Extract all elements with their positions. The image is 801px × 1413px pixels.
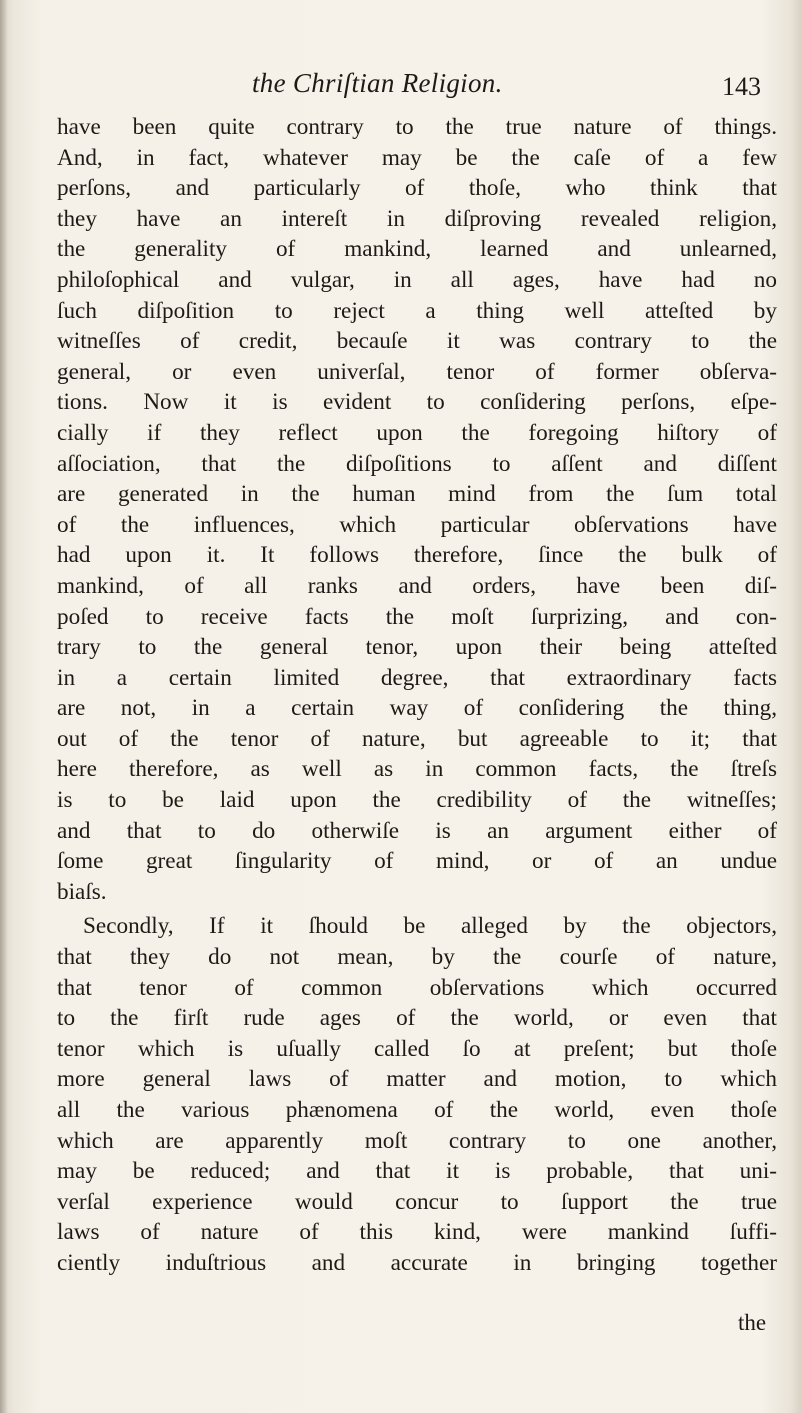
text-line: philoſophical and vulgar, in all ages, have had no xyxy=(57,266,777,293)
text-line: tions. Now it is evident to conſidering perſons, eſpe- xyxy=(57,389,777,416)
text-line: verſal experience would concur to ſupport the true xyxy=(57,1188,777,1215)
text-line: all the various phænomena of the world, even thoſe xyxy=(57,1097,777,1123)
text-line: biaſs. xyxy=(57,878,107,905)
binding-shadow xyxy=(0,0,8,1413)
text-line: and that to do otherwiſe is an argument either of xyxy=(57,817,777,844)
text-line: out of the tenor of nature, but agreeable to it; that xyxy=(57,725,777,752)
text-line: trary to the general tenor, upon their being atteſted xyxy=(57,634,777,661)
text-line: poſed to receive facts the moſt ſurprizing, and con- xyxy=(57,603,777,630)
text-line: And, in fact, whatever may be the caſe of a few xyxy=(57,144,777,171)
page-number: 143 xyxy=(722,72,761,101)
running-head: the Chriſtian Religion. xyxy=(252,68,503,98)
text-line: laws of nature of this kind, were mankind ſuffi- xyxy=(57,1219,777,1246)
text-line: that they do not mean, by the courſe of nature, xyxy=(57,944,777,971)
text-line: are generated in the human mind from the ſum total xyxy=(57,481,777,508)
text-line: which are apparently moſt contrary to one another, xyxy=(57,1127,777,1154)
text-line: ciently induſtrious and accurate in bringing together xyxy=(57,1249,777,1276)
text-line: that tenor of common obſervations which occurred xyxy=(57,974,777,1001)
text-line: perſons, and particularly of thoſe, who think that xyxy=(57,175,777,202)
text-line: in a certain limited degree, that extraordinary facts xyxy=(57,664,777,691)
text-line: cially if they reflect upon the foregoing hiſtory of xyxy=(57,419,777,446)
text-line: the generality of mankind, learned and unlearned, xyxy=(57,236,777,263)
text-line: had upon it. It follows therefore, ſince the bulk of xyxy=(57,542,777,569)
text-line: witneſſes of credit, becauſe it was contrary to the xyxy=(57,328,777,355)
text-line: here therefore, as well as in common facts, the ſtreſs xyxy=(57,756,777,783)
text-line: are not, in a certain way of conſidering the thing, xyxy=(57,695,777,722)
text-line: they have an intereſt in diſproving revealed religion, xyxy=(57,205,777,232)
text-line: Secondly, If it ſhould be alleged by the objectors, xyxy=(83,913,777,940)
text-line: is to be laid upon the credibility of the witneſſes; xyxy=(57,787,777,814)
text-line: aſſociation, that the diſpoſitions to aſſent and diſſent xyxy=(57,450,777,477)
text-line: more general laws of matter and motion, to which xyxy=(57,1066,777,1093)
text-line: tenor which is uſually called ſo at preſent; but thoſe xyxy=(57,1035,777,1062)
body-text xyxy=(57,112,777,1279)
text-line: to the firſt rude ages of the world, or even that xyxy=(57,1005,777,1032)
paragraph-2 xyxy=(57,911,777,1278)
text-line: may be reduced; and that it is probable, that uni- xyxy=(57,1158,777,1185)
page-header xyxy=(0,68,801,108)
text-line: ſome great ſingularity of mind, or of an undue xyxy=(57,848,777,875)
paragraph-1 xyxy=(57,112,777,907)
text-line: of the influences, which particular obſervations have xyxy=(57,511,777,538)
catchword: the xyxy=(738,1310,767,1335)
text-line: general, or even univerſal, tenor of former obſerva- xyxy=(57,358,777,385)
text-line: ſuch diſpoſition to reject a thing well atteſted by xyxy=(57,297,777,324)
text-line: have been quite contrary to the true nature of things. xyxy=(57,114,777,140)
text-line: mankind, of all ranks and orders, have been diſ- xyxy=(57,572,777,599)
